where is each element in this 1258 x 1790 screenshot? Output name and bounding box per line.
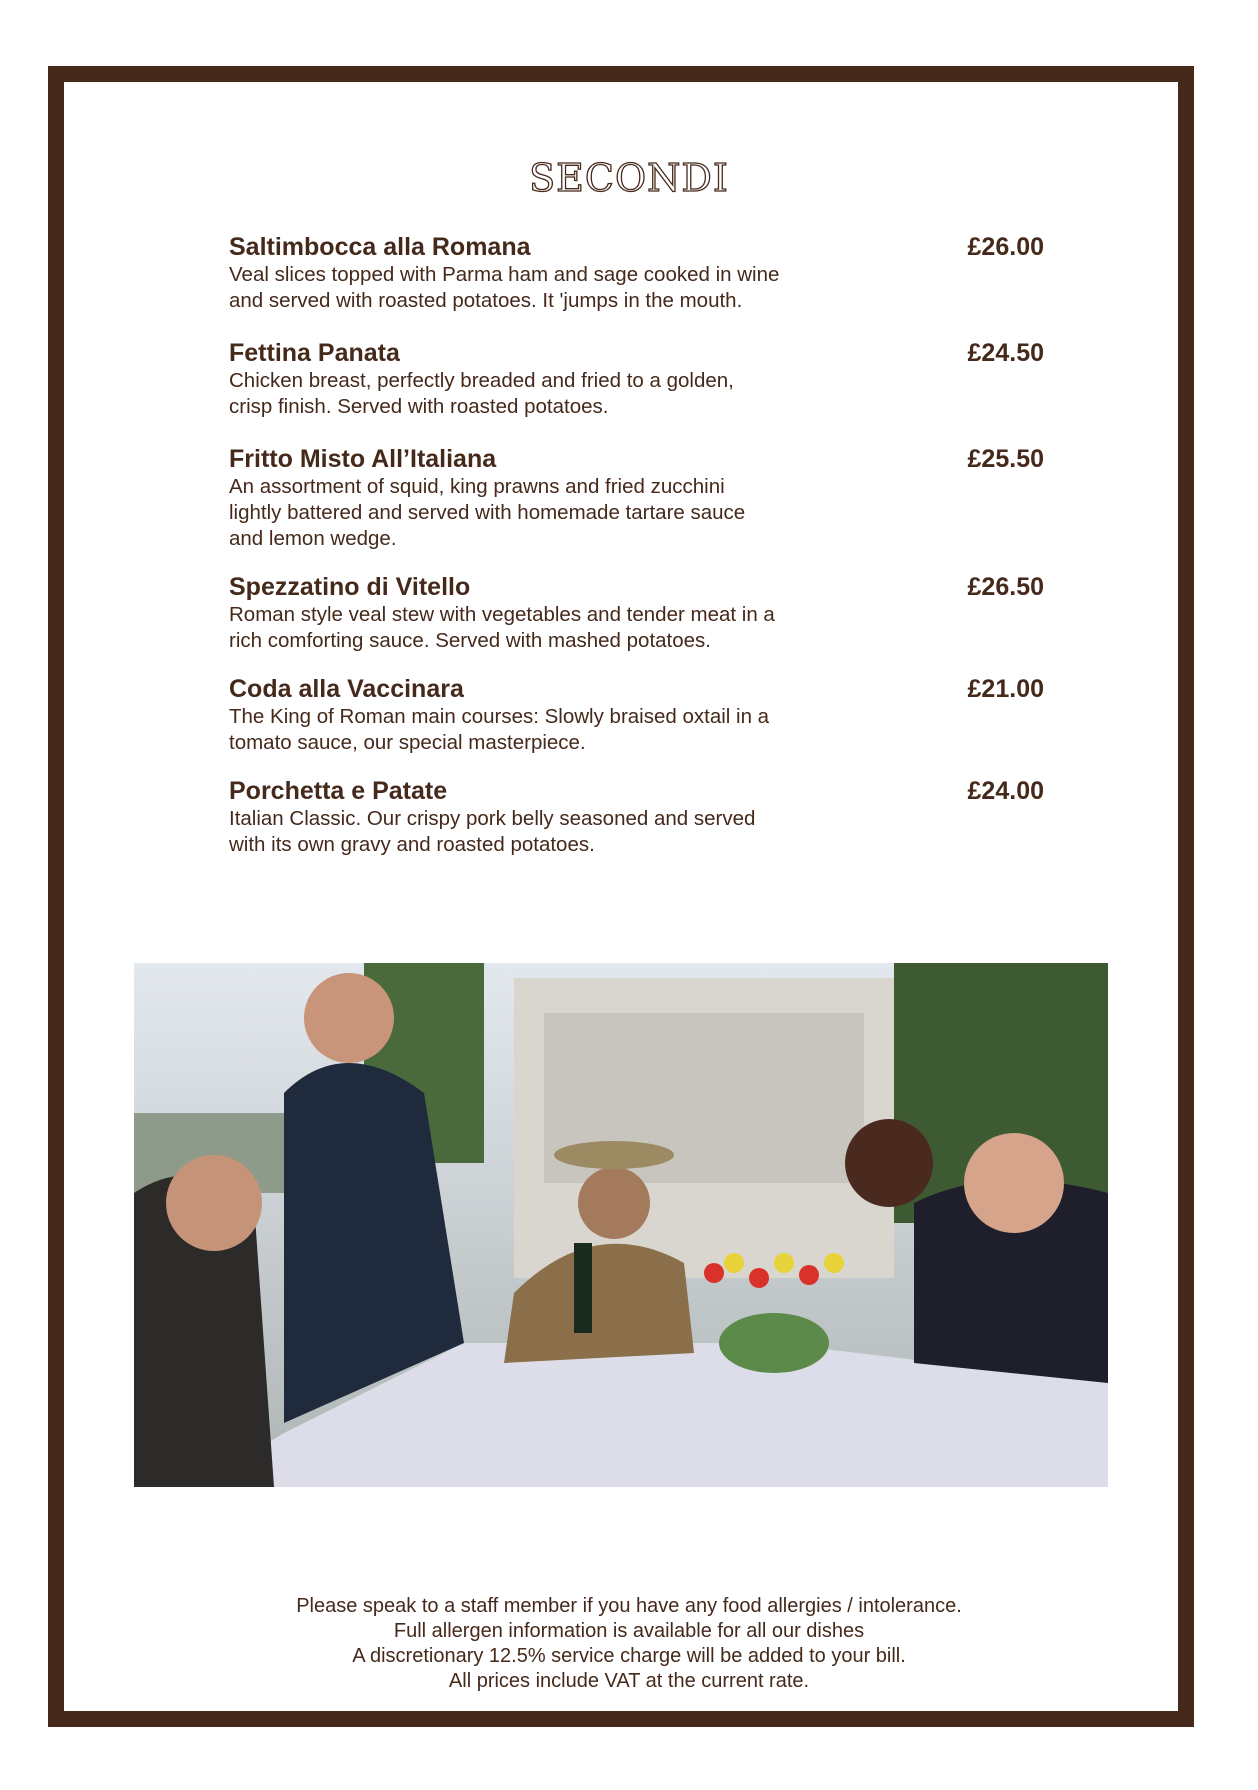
desc-line: with its own gravy and roasted potatoes.: [229, 833, 595, 856]
section-title: SECONDI: [529, 156, 729, 200]
item-description: [229, 474, 919, 552]
menu-item: [229, 572, 1044, 654]
item-price: £26.00: [967, 233, 1044, 261]
allergen-notice: [0, 1594, 1258, 1694]
desc-line: rich comforting sauce. Served with mashed potatoes.: [229, 629, 711, 652]
desc-line: The King of Roman main courses: Slowly braised oxtail in a: [229, 705, 770, 728]
desc-line: An assortment of squid, king prawns and fried zucchini: [229, 475, 725, 498]
menu-item: [229, 232, 1044, 314]
item-price: £24.00: [967, 777, 1044, 805]
menu-item: [229, 444, 1044, 552]
desc-line: Chicken breast, perfectly breaded and fried to a golden,: [229, 369, 734, 392]
desc-line: Roman style veal stew with vegetables and tender meat in a: [229, 603, 775, 626]
desc-line: lightly battered and served with homemade tartare sauce: [229, 501, 746, 524]
desc-line: Veal slices topped with Parma ham and sage cooked in wine: [229, 263, 780, 286]
item-price: £25.50: [967, 445, 1044, 473]
item-description: [229, 806, 919, 858]
item-price: £26.50: [967, 573, 1044, 601]
item-name: Fritto Misto All’Italiana: [229, 445, 497, 473]
item-price: £24.50: [967, 339, 1044, 367]
item-name: Coda alla Vaccinara: [229, 675, 464, 703]
menu-item: [229, 776, 1044, 858]
menu-item: [229, 674, 1044, 756]
desc-line: and lemon wedge.: [229, 527, 397, 550]
item-name: Fettina Panata: [229, 339, 400, 367]
item-description: [229, 704, 919, 756]
item-description: [229, 602, 919, 654]
item-description: [229, 262, 919, 314]
desc-line: Italian Classic. Our crispy pork belly seasoned and served: [229, 807, 756, 830]
item-price: £21.00: [967, 675, 1044, 703]
footer-line: All prices include VAT at the current rate.: [448, 1670, 810, 1692]
footer-line: Full allergen information is available for all our dishes: [393, 1620, 865, 1642]
desc-line: crisp finish. Served with roasted potatoes.: [229, 395, 609, 418]
dinner-scene-photo: [134, 963, 1108, 1487]
desc-line: tomato sauce, our special masterpiece.: [229, 731, 586, 754]
footer-line: Please speak to a staff member if you have any food allergies / intolerance.: [296, 1595, 962, 1617]
photo-illustration: [134, 963, 1108, 1487]
item-name: Spezzatino di Vitello: [229, 573, 471, 601]
desc-line: and served with roasted potatoes. It 'jumps in the mouth.: [229, 289, 743, 312]
item-name: Porchetta e Patate: [229, 777, 448, 805]
item-description: [229, 368, 919, 420]
item-name: Saltimbocca alla Romana: [229, 233, 531, 261]
footer-line: A discretionary 12.5% service charge will be added to your bill.: [352, 1645, 906, 1667]
menu-item: [229, 338, 1044, 420]
